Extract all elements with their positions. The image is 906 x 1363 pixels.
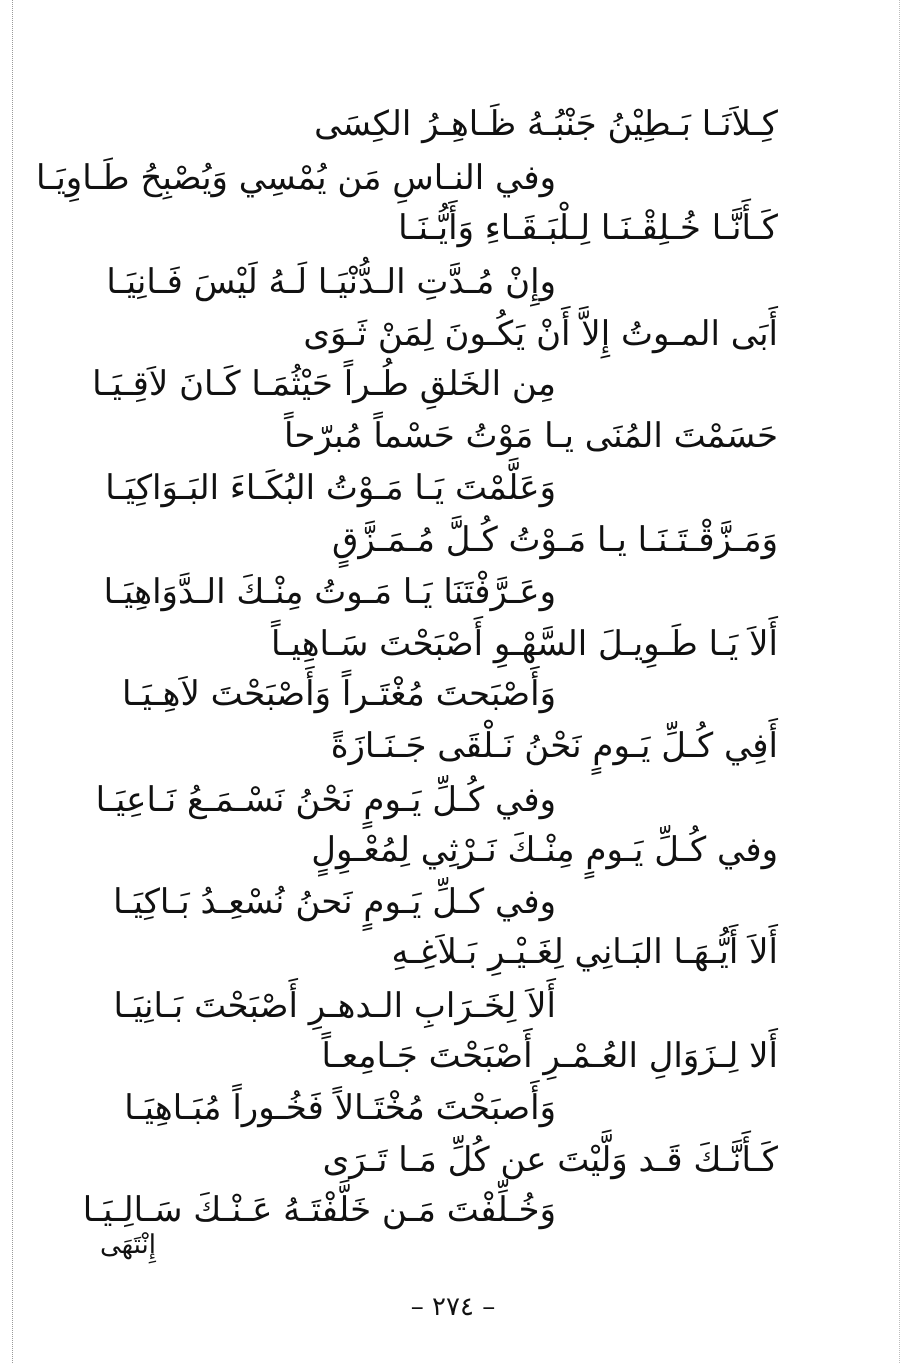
verse-line: كَـأَنَّـا خُـلِقْـنَـا لِـلْبَـقَـاءِ وَأَيُّـنَـا: [398, 208, 778, 248]
verse-line: وعَـرَّفْتَنَا يَـا مَـوتُ مِنْـكَ الـدَّوَاهِيَـا: [103, 572, 556, 612]
verse-line: وَعَلَّمْتَ يَـا مَـوْتُ البُكَـاءَ البَـوَاكِيَـا: [105, 468, 556, 508]
verse-line: وفي كُـلِّ يَـومٍ مِنْـكَ نَـرْثِي لِمُعْـوِلٍ: [311, 830, 778, 870]
verse-line: أَلا لِـزَوَالِ العُـمْـرِ أَصْبَحْتَ جَـامِعـاً: [321, 1036, 778, 1076]
verse-line: مِن الخَلقِ طُـراً حَيْثُمَـا كَـانَ لاَقِـيَـا: [92, 364, 556, 404]
verse-line: أَفِي كُـلِّ يَـومٍ نَحْنُ نَـلْقَى جَـنَـازَةً: [330, 726, 778, 766]
verse-line: وَأَصْبَحتَ مُغْتَـراً وَأَصْبَحْتَ لاَهِـيَـا: [122, 674, 556, 714]
verse-line: كَـأَنَّـكَ قَـد وَلَّيْتَ عن كُلِّ مَـا تَـرَى: [322, 1140, 778, 1180]
page-number: – ٢٧٤ –: [410, 1292, 496, 1322]
verse-line: حَسَمْتَ المُنَى يـا مَوْتُ حَسْماً مُبرّحاً: [283, 416, 778, 456]
verse-line: أَلاَ يَـا طَـوِيـلَ السَّهْـوِ أَصْبَحْتَ سَـاهِيـاً: [271, 624, 778, 664]
verse-line: وَمَـزَّقْـتَـنَـا يـا مَـوْتُ كُـلَّ مُـمَـزَّقٍ: [332, 520, 778, 560]
verse-line: وَأَصبَحْتَ مُخْتَـالاً فَخُـوراً مُبَـاهِيَـا: [124, 1088, 556, 1128]
verse-line: وفي كُـلِّ يَـومٍ نَحْنُ نَسْـمَـعُ نَـاعِيَـا: [95, 780, 556, 820]
verse-line: وفي كـلِّ يَـومٍ نَحنُ نُسْعِـدُ بَـاكِيَـا: [113, 882, 556, 922]
verse-line: أَلاَ أَيُّـهَـا البَـانِي لِغَـيْـرِ بَـلاَغِـهِ: [391, 932, 778, 972]
verse-line: أَبَى المـوتُ إِلاَّ أَنْ يَكُـونَ لِمَنْ ثَـوَى: [303, 314, 778, 354]
verse-line: وفي النـاسِ مَن يُمْسِي وَيُصْبِحُ طَـاوِيَـا: [36, 158, 556, 198]
verse-line: كِـلاَنَـا بَـطِيْنُ جَنْبُـهُ ظَـاهِـرُ الكِسَى: [314, 104, 778, 144]
poem-ending: إِنْتَهَى: [100, 1230, 156, 1260]
verse-line: وإِنْ مُـدَّتِ الـدُّنْيَـا لَـهُ لَيْسَ فَـانِيَـا: [106, 262, 556, 302]
verse-line: أَلاَ لِخَـرَابِ الـدهـرِ أَصْبَحْتَ بَـانِيَـا: [113, 986, 556, 1026]
verse-line: وَخُـلِّفْتَ مَـن خَلَّفْتَـهُ عَـنْـكَ سَـالِـيَـا: [82, 1190, 556, 1230]
